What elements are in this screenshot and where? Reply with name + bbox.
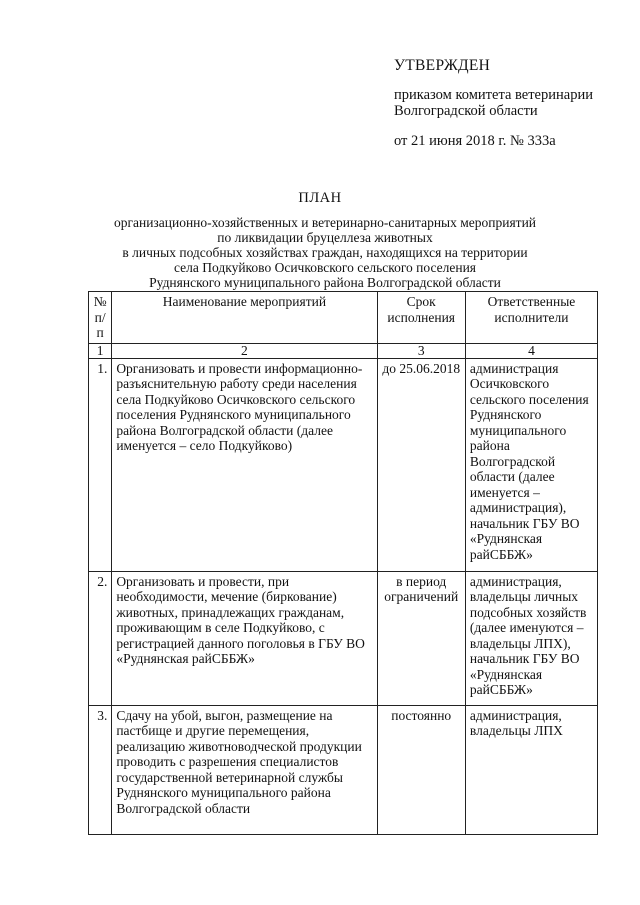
column-index-row	[89, 343, 598, 358]
header-num-line: п/п	[94, 309, 106, 340]
header-resp	[465, 292, 597, 344]
header-num	[89, 292, 112, 344]
plan-table	[88, 291, 598, 835]
approval-order: от 21 июня 2018 г. № 333а	[394, 133, 556, 149]
row-number: 2.	[89, 571, 112, 705]
table-row	[89, 705, 598, 834]
table-row	[89, 571, 598, 705]
row-responsible: администрация, владельцы ЛПХ	[465, 705, 597, 834]
subtitle-line: организационно-хозяйственных и ветеринарно-санитарных мероприятий	[113, 215, 537, 230]
header-resp-line: исполнители	[494, 309, 569, 325]
approval-title: УТВЕРЖДЕН	[394, 57, 491, 74]
column-index: 1	[89, 343, 112, 358]
subtitle-line: в личных подсобных хозяйствах граждан, находящихся на территории	[122, 245, 528, 260]
row-deadline: постоянно	[377, 705, 465, 834]
approval-block	[394, 58, 593, 149]
approval-line-1: приказом комитета ветеринарии	[394, 87, 593, 103]
header-resp-line: Ответственные	[487, 294, 576, 309]
header-num-line: №	[93, 294, 107, 309]
row-activity: Организовать и провести, при необходимости, мечение (биркование) животных, принадлежащих гражданам, проживающим в селе Подкуйково, с регистрацией данного поголовья в ГБУ ВО «Руднянская райСББЖ»	[112, 571, 377, 705]
column-index: 3	[377, 343, 465, 358]
row-number: 1.	[89, 358, 112, 571]
approval-line-2: Волгоградской области	[394, 103, 538, 119]
table-row	[89, 358, 598, 571]
subtitle-line: села Подкуйково Осичковского сельского поселения	[173, 260, 477, 275]
row-activity: Организовать и провести информационно-разъяснительную работу среди населения села Подкуйково Осичковского сельского поселения Руднянского муниципального района Волгоградской области (далее именуется – село Подкуйково)	[112, 358, 377, 571]
column-index: 2	[112, 343, 377, 358]
row-deadline: в период ограничений	[377, 571, 465, 705]
row-responsible: администрация, владельцы личных подсобных хозяйств (далее именуются – владельцы ЛПХ), начальник ГБУ ВО «Руднянская райСББЖ»	[465, 571, 597, 705]
subtitle-line: Руднянского муниципального района Волгоградской области	[149, 275, 501, 290]
row-deadline: до 25.06.2018	[377, 358, 465, 571]
header-date-line: исполнения	[387, 309, 456, 325]
plan-subtitle	[100, 215, 550, 290]
header-date-line: Срок	[406, 294, 436, 309]
column-index: 4	[465, 343, 597, 358]
row-responsible: администрация Осичковского сельского поселения Руднянского муниципального района Волгоградской области (далее именуется – администрация), начальник ГБУ ВО «Руднянская райСББЖ»	[465, 358, 597, 571]
subtitle-line: по ликвидации бруцеллеза животных	[217, 230, 433, 245]
header-date	[377, 292, 465, 344]
plan-title: ПЛАН	[298, 190, 342, 206]
header-name: Наименование мероприятий	[112, 292, 377, 344]
table-header-row	[89, 292, 598, 344]
row-activity: Сдачу на убой, выгон, размещение на пастбище и другие перемещения, реализацию животноводческой продукции проводить с разрешения специалистов государственной ветеринарной службы Руднянского муниципального района Волгоградской области	[112, 705, 377, 834]
row-number: 3.	[89, 705, 112, 834]
